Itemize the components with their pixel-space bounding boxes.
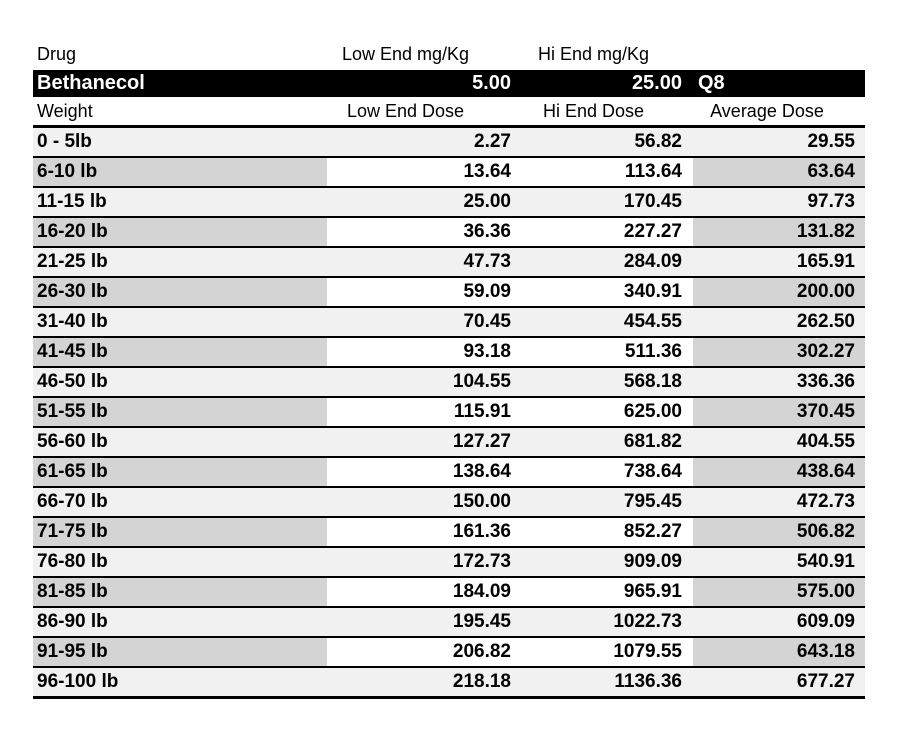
average-dose-cell: 131.82 — [693, 217, 865, 247]
low-end-dose-column-header: Low End Dose — [327, 97, 514, 127]
dose-row — [33, 247, 865, 277]
average-dose-cell: 336.36 — [693, 367, 865, 397]
weight-range-cell: 56-60 lb — [33, 427, 327, 457]
drug-dosing-table — [33, 38, 865, 699]
hi-dose-cell: 1079.55 — [514, 637, 693, 667]
average-dose-cell: 472.73 — [693, 487, 865, 517]
hi-dose-cell: 625.00 — [514, 397, 693, 427]
hi-dose-cell: 454.55 — [514, 307, 693, 337]
drug-column-label: Drug — [33, 38, 327, 70]
dose-row — [33, 637, 865, 667]
dose-row — [33, 217, 865, 247]
low-dose-cell: 13.64 — [327, 157, 514, 187]
weight-range-cell: 86-90 lb — [33, 607, 327, 637]
dose-header-row — [33, 97, 865, 127]
average-dose-cell: 97.73 — [693, 187, 865, 217]
hi-dose-cell: 795.45 — [514, 487, 693, 517]
low-dose-cell: 127.27 — [327, 427, 514, 457]
low-dose-cell: 150.00 — [327, 487, 514, 517]
weight-range-cell: 51-55 lb — [33, 397, 327, 427]
hi-dose-cell: 1022.73 — [514, 607, 693, 637]
dose-row — [33, 127, 865, 158]
dose-row — [33, 337, 865, 367]
dose-row — [33, 547, 865, 577]
weight-range-cell: 91-95 lb — [33, 637, 327, 667]
low-dose-cell: 138.64 — [327, 457, 514, 487]
low-dose-cell: 25.00 — [327, 187, 514, 217]
dose-row — [33, 667, 865, 698]
hi-dose-cell: 965.91 — [514, 577, 693, 607]
meta-header-row — [33, 38, 865, 70]
low-dose-cell: 206.82 — [327, 637, 514, 667]
hi-dose-cell: 738.64 — [514, 457, 693, 487]
hi-dose-cell: 113.64 — [514, 157, 693, 187]
low-dose-cell: 218.18 — [327, 667, 514, 698]
low-dose-cell: 36.36 — [327, 217, 514, 247]
weight-range-cell: 66-70 lb — [33, 487, 327, 517]
weight-range-cell: 96-100 lb — [33, 667, 327, 698]
weight-range-cell: 71-75 lb — [33, 517, 327, 547]
average-dose-cell: 506.82 — [693, 517, 865, 547]
low-dose-cell: 2.27 — [327, 127, 514, 158]
dose-row — [33, 277, 865, 307]
hi-dose-cell: 1136.36 — [514, 667, 693, 698]
low-dose-cell: 115.91 — [327, 397, 514, 427]
low-end-mgkg-label: Low End mg/Kg — [327, 38, 514, 70]
low-dose-cell: 195.45 — [327, 607, 514, 637]
hi-dose-cell: 568.18 — [514, 367, 693, 397]
average-dose-cell: 29.55 — [693, 127, 865, 158]
dose-row — [33, 187, 865, 217]
low-dose-cell: 172.73 — [327, 547, 514, 577]
hi-dose-cell: 340.91 — [514, 277, 693, 307]
hi-dose-cell: 511.36 — [514, 337, 693, 367]
drug-hi-end-mgkg-cell: 25.00 — [514, 70, 693, 97]
dosing-sheet — [33, 38, 865, 699]
average-dose-cell: 302.27 — [693, 337, 865, 367]
weight-range-cell: 0 - 5lb — [33, 127, 327, 158]
meta-header-empty-cell — [693, 38, 865, 70]
average-dose-cell: 438.64 — [693, 457, 865, 487]
average-dose-cell: 370.45 — [693, 397, 865, 427]
weight-range-cell: 81-85 lb — [33, 577, 327, 607]
average-dose-cell: 63.64 — [693, 157, 865, 187]
weight-range-cell: 26-30 lb — [33, 277, 327, 307]
weight-range-cell: 41-45 lb — [33, 337, 327, 367]
low-dose-cell: 104.55 — [327, 367, 514, 397]
average-dose-cell: 643.18 — [693, 637, 865, 667]
weight-range-cell: 11-15 lb — [33, 187, 327, 217]
low-dose-cell: 59.09 — [327, 277, 514, 307]
low-dose-cell: 184.09 — [327, 577, 514, 607]
hi-end-dose-column-header: Hi End Dose — [514, 97, 693, 127]
dose-row — [33, 157, 865, 187]
hi-dose-cell: 284.09 — [514, 247, 693, 277]
drug-low-end-mgkg-cell: 5.00 — [327, 70, 514, 97]
hi-dose-cell: 909.09 — [514, 547, 693, 577]
drug-banner-row — [33, 70, 865, 97]
weight-range-cell: 46-50 lb — [33, 367, 327, 397]
weight-range-cell: 61-65 lb — [33, 457, 327, 487]
hi-dose-cell: 681.82 — [514, 427, 693, 457]
low-dose-cell: 47.73 — [327, 247, 514, 277]
weight-range-cell: 76-80 lb — [33, 547, 327, 577]
average-dose-cell: 540.91 — [693, 547, 865, 577]
average-dose-cell: 404.55 — [693, 427, 865, 457]
dose-row — [33, 577, 865, 607]
dose-row — [33, 397, 865, 427]
hi-dose-cell: 852.27 — [514, 517, 693, 547]
hi-dose-cell: 56.82 — [514, 127, 693, 158]
average-dose-cell: 200.00 — [693, 277, 865, 307]
drug-frequency-cell: Q8 — [693, 70, 865, 97]
weight-range-cell: 21-25 lb — [33, 247, 327, 277]
average-dose-cell: 262.50 — [693, 307, 865, 337]
dose-row — [33, 517, 865, 547]
dose-row — [33, 427, 865, 457]
drug-name-cell: Bethanecol — [33, 70, 327, 97]
low-dose-cell: 93.18 — [327, 337, 514, 367]
dose-row — [33, 607, 865, 637]
weight-column-header: Weight — [33, 97, 327, 127]
average-dose-cell: 165.91 — [693, 247, 865, 277]
dose-row — [33, 457, 865, 487]
weight-range-cell: 16-20 lb — [33, 217, 327, 247]
average-dose-cell: 575.00 — [693, 577, 865, 607]
dose-row — [33, 307, 865, 337]
hi-dose-cell: 227.27 — [514, 217, 693, 247]
weight-range-cell: 31-40 lb — [33, 307, 327, 337]
dose-row — [33, 367, 865, 397]
low-dose-cell: 70.45 — [327, 307, 514, 337]
average-dose-cell: 677.27 — [693, 667, 865, 698]
hi-end-mgkg-label: Hi End mg/Kg — [514, 38, 693, 70]
weight-range-cell: 6-10 lb — [33, 157, 327, 187]
hi-dose-cell: 170.45 — [514, 187, 693, 217]
average-dose-column-header: Average Dose — [693, 97, 865, 127]
dose-row — [33, 487, 865, 517]
low-dose-cell: 161.36 — [327, 517, 514, 547]
average-dose-cell: 609.09 — [693, 607, 865, 637]
